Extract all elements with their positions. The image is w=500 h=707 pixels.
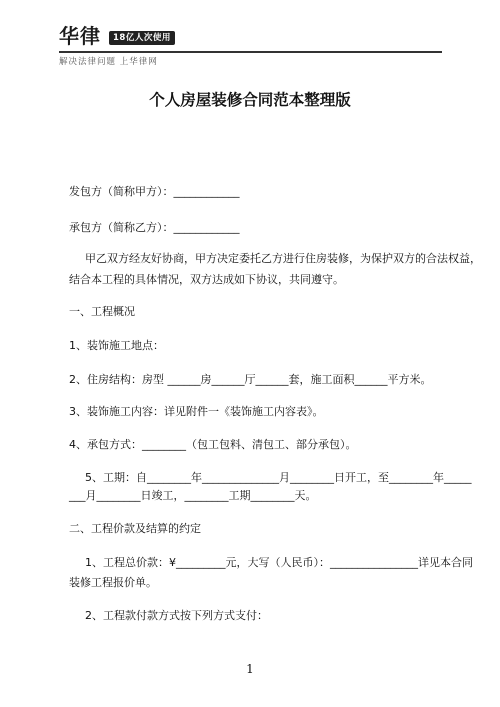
- clause-total-price-line-2: 装修工程报价单。: [69, 576, 157, 589]
- section-heading-price-settlement: 二、工程价款及结算的约定: [69, 522, 201, 535]
- preamble-line-1: 甲乙双方经友好协商，甲方决定委托乙方进行住房装修，为保护双方的合法权益，: [85, 252, 481, 265]
- clause-contract-method: 4、承包方式：________（包工包料、清包工、部分承包）。: [69, 438, 357, 451]
- brand-logo: 华律: [59, 24, 101, 48]
- section-heading-project-overview: 一、工程概况: [69, 305, 135, 318]
- clause-duration-line-2: ___月________日竣工，________工期________天。: [69, 489, 317, 502]
- clause-total-price-line-1: 1、工程总价款：¥_________元，大写（人民币）：________________详见本合同: [85, 556, 473, 569]
- party-a-line: 发包方（简称甲方）：____________: [69, 185, 240, 198]
- clause-duration-line-1: 5、工期：自________年______________月________日开工，至________年_____: [85, 471, 472, 484]
- party-b-line: 承包方（简称乙方）：____________: [69, 221, 240, 234]
- clause-payment-method: 2、工程款付款方式按下列方式支付：: [85, 609, 268, 622]
- header-divider: [59, 51, 442, 53]
- site-header: [59, 24, 442, 68]
- page-number: 1: [246, 662, 254, 676]
- document-title: 个人房屋装修合同范本整理版: [149, 91, 351, 109]
- preamble-line-2: 结合本工程的具体情况，双方达成如下协议，共同遵守。: [69, 273, 344, 286]
- clause-construction-content: 3、装饰施工内容：详见附件一《装饰施工内容表》。: [69, 405, 324, 418]
- clause-construction-site: 1、装饰施工地点：: [69, 339, 164, 352]
- usage-badge: 18亿人次使用: [109, 31, 175, 45]
- clause-house-structure: 2、住房结构：房型 ______房______厅______套，施工面积______平方米。: [69, 373, 432, 386]
- brand-slogan: 解决法律问题 上华律网: [59, 57, 158, 67]
